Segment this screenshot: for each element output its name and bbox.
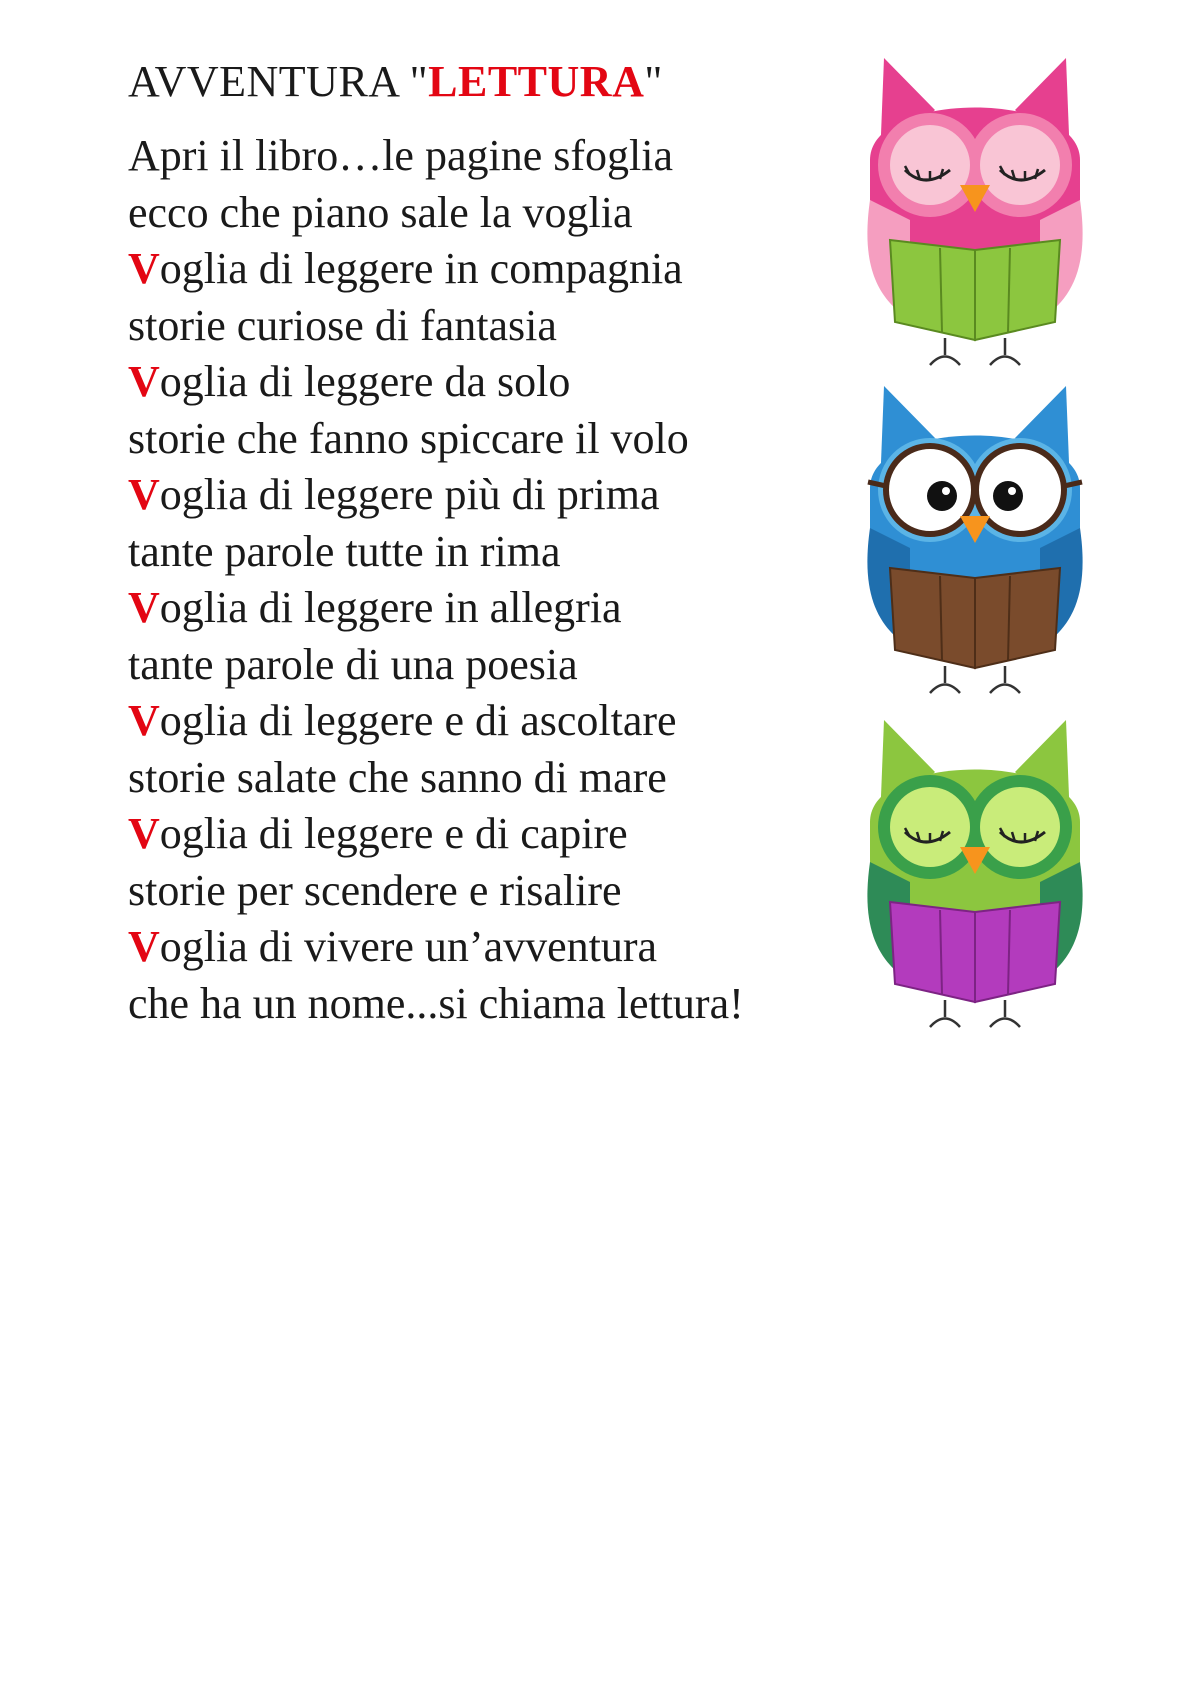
- line-initial: V: [128, 583, 160, 632]
- title-suffix: ": [644, 57, 663, 106]
- line-text: oglia di leggere da solo: [159, 357, 571, 406]
- line-initial: V: [128, 357, 160, 406]
- line-text: oglia di vivere un’avventura: [159, 922, 658, 971]
- poem-line: [128, 806, 744, 863]
- line-initial: V: [128, 470, 160, 519]
- line-initial: V: [128, 809, 160, 858]
- line-text: tante parole di una poesia: [128, 639, 578, 689]
- line-text: Apri il libro…le pagine sfoglia: [128, 131, 673, 180]
- line-text: storie salate che sanno di mare: [128, 752, 667, 802]
- line-initial: V: [128, 922, 160, 971]
- green-owl-icon: [850, 712, 1100, 1032]
- line-text: oglia di leggere e di ascoltare: [159, 696, 677, 745]
- poem-line: [128, 976, 744, 1033]
- poem-line: [128, 411, 744, 468]
- line-initial: V: [128, 244, 160, 293]
- poem-body: [128, 128, 744, 1032]
- poem-line: [128, 693, 744, 750]
- line-text: storie curiose di fantasia: [128, 300, 557, 350]
- poem-line: [128, 185, 744, 242]
- green-owl-drawing: [850, 712, 1100, 1032]
- poem-title: [128, 54, 663, 110]
- line-text: tante parole tutte in rima: [128, 526, 561, 576]
- pink-owl-drawing: [850, 50, 1100, 370]
- poem-line: [128, 863, 744, 920]
- poem-line: [128, 128, 744, 185]
- poem-line: [128, 298, 744, 355]
- poem-line: [128, 524, 744, 581]
- line-text: storie per scendere e risalire: [128, 865, 622, 915]
- poem-line: [128, 354, 744, 411]
- line-text: oglia di leggere in compagnia: [159, 244, 683, 293]
- poem-line: [128, 750, 744, 807]
- poem-line: [128, 637, 744, 694]
- blue-owl-icon: [850, 378, 1100, 698]
- poem-line: [128, 467, 744, 524]
- title-prefix: AVVENTURA ": [128, 57, 429, 106]
- line-text: storie che fanno spiccare il volo: [128, 413, 689, 463]
- blue-owl-drawing: [850, 378, 1100, 698]
- poem-line: [128, 580, 744, 637]
- poem-line: [128, 241, 744, 298]
- line-text: oglia di leggere più di prima: [159, 470, 660, 519]
- line-initial: V: [128, 696, 160, 745]
- line-text: ecco che piano sale la voglia: [128, 187, 633, 237]
- poem-line: [128, 919, 744, 976]
- line-text: oglia di leggere in allegria: [159, 583, 622, 632]
- line-text: oglia di leggere e di capire: [159, 809, 628, 858]
- title-highlight: LETTURA: [428, 57, 645, 106]
- pink-owl-icon: [850, 50, 1100, 370]
- line-text: che ha un nome...si chiama lettura!: [128, 978, 744, 1028]
